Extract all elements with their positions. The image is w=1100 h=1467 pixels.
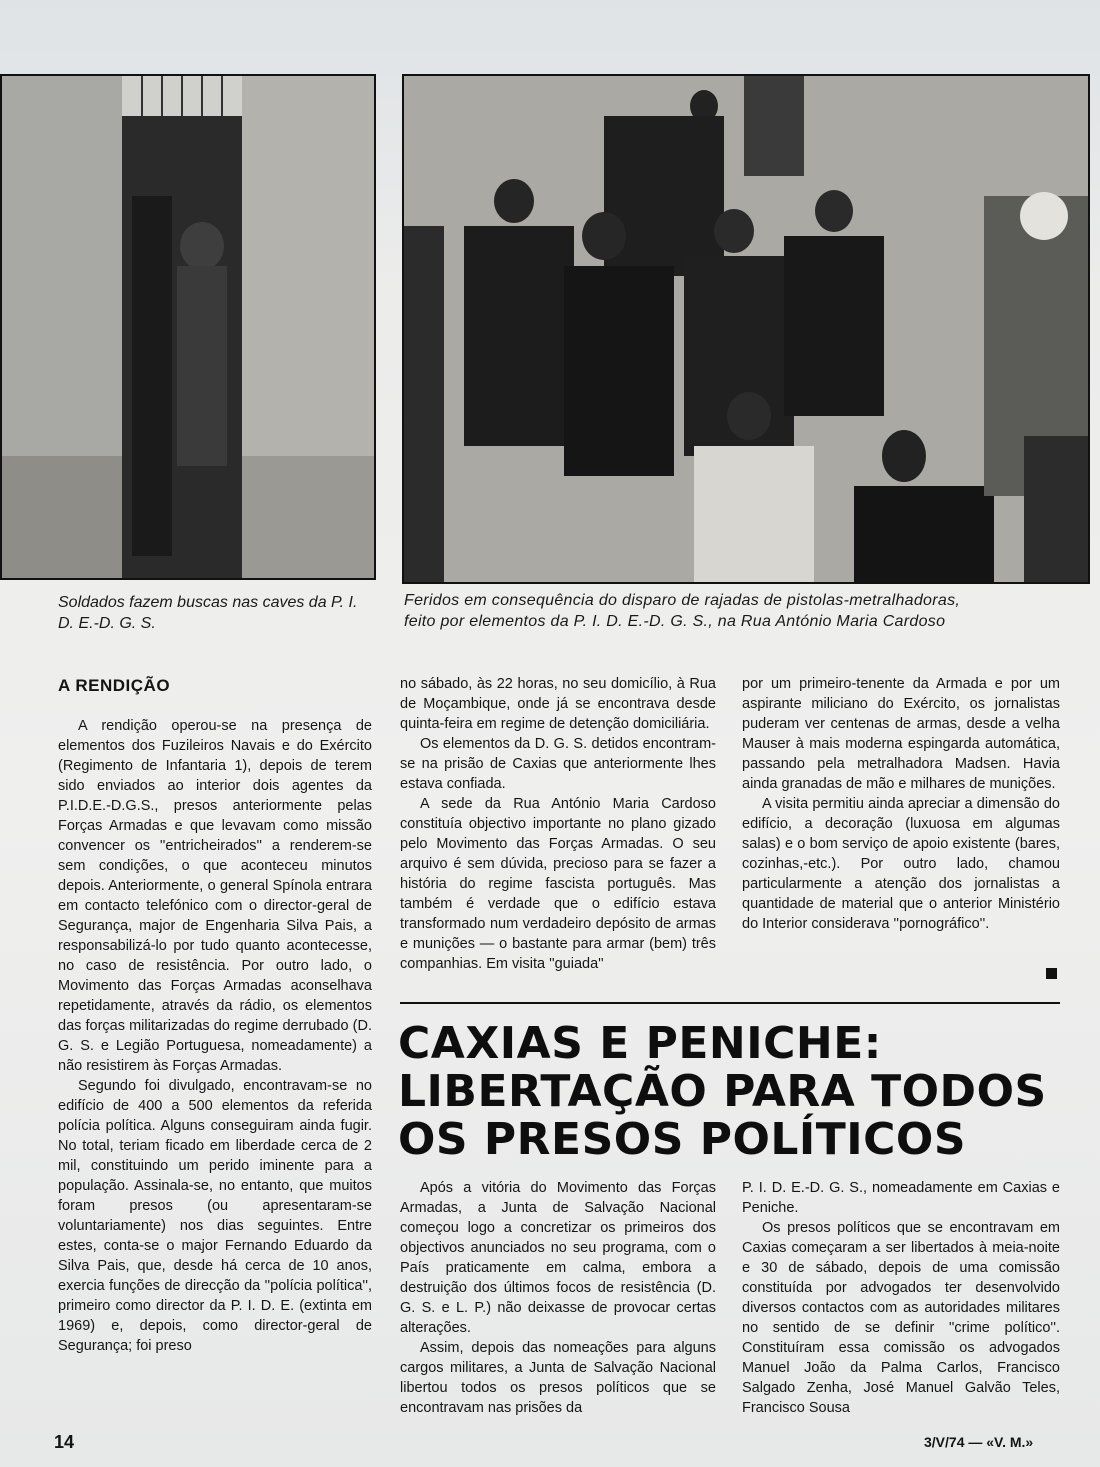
article-column-3 [742,674,1060,934]
article-column-2 [400,674,716,974]
section-heading-rendicao: A RENDIÇÃO [58,676,171,695]
soldiers-basement-image [2,76,374,578]
photo-wounded-street [402,74,1090,584]
headline-line-2: LIBERTAÇÃO PARA TODOS [398,1066,1047,1117]
article-column-4 [400,1178,716,1418]
paragraph: Após a vitória do Movimento das Forças Armadas, a Junta de Salvação Nacional começou logo a concretizar os primeiros dos objectivos anunciados no seu programa, com o País praticamente em calma, embora a destruição dos últimos focos de resistência (D. G. S. e L. P.) não deixasse de provocar certas alterações. [400,1180,716,1336]
headline [398,1020,1088,1164]
paragraph: P. I. D. E.-D. G. S., nomeadamente em Caxias e Peniche. [742,1180,1060,1216]
paragraph: A rendição operou-se na presença de elementos dos Fuzileiros Navais e do Exército (Regimento de Infantaria 1), depois de terem sido enviados ao interior dois agentes da P.I.D.E.-D.G.S., presos anteriormente pelas Forças Armadas e que levavam como missão convencer os ''entricheirados'' a renderem-se sem condições, o que aconteceu minutos depois. Anteriormente, o general Spínola entrara em contacto telefónico com o director-geral de Segurança, major de Engenharia Silva Pais, a responsabilizá-lo por tudo quanto acontecesse, no caso de resistência. Por outro lado, o Movimento das Forças Armadas aconselhava repetidamente, através da rádio, os elementos das forças militarizadas do regime derrubado (D. G. S. e Legião Portuguesa, nomeadamente) a não resistirem às Forças Armadas. [58,718,372,1074]
headline-line-1: CAXIAS E PENICHE: [398,1018,882,1069]
photo-soldiers-basement [0,74,376,580]
article-column-5 [742,1178,1060,1418]
headline-line-3: OS PRESOS POLÍTICOS [398,1114,967,1165]
paragraph: Os elementos da D. G. S. detidos encontram-se na prisão de Caxias que anteriormente lhes estava confiada. [400,736,716,792]
paragraph: Assim, depois das nomeações para alguns cargos militares, a Junta de Salvação Nacional libertou todos os presos políticos que se encontravam nas prisões da [400,1340,716,1416]
caption-soldiers: Soldados fazem buscas nas caves da P. I. D. E.-D. G. S. [58,594,358,632]
wounded-street-image [404,76,1088,582]
paragraph: A visita permitiu ainda apreciar a dimensão do edifício, a decoração (luxuosa em algumas salas) e o bom serviço de apoio existente (bares, cozinhas,-etc.). Por outro lado, chamou particularmente a atenção dos jornalistas a quantidade de material que o anterior Ministério do Interior considerava ''pornográfico''. [742,796,1060,932]
page-number: 14 [54,1432,75,1452]
paragraph: por um primeiro-tenente da Armada e por um aspirante miliciano do Exército, os jornalistas puderam ver centenas de armas, desde a velha Mauser à mais moderna espingarda automática, passando pela metralhadora Madsen. Havia ainda granadas de mão e milhares de munições. [742,676,1060,792]
caption-wounded: Feridos em consequência do disparo de rajadas de pistolas-metralhadoras, feito por elementos da P. I. D. E.-D. G. S., na Rua António Maria Cardoso [404,592,961,630]
paragraph: Segundo foi divulgado, encontravam-se no edifício de 400 a 500 elementos da referida polícia política. Alguns conseguiram ainda fugir. No total, teriam ficado em liberdade cerca de 2 mil, constituindo um perido iminente para a população. Assinala-se, no entanto, que muitos foram presos (ou apresentaram-se voluntariamente) nos dias seguintes. Entre estes, conta-se o major Fernando Eduardo da Silva Pais, que, desde há cerca de 10 anos, exercia funções de direcção da ''polícia política'', primeiro como director da P. I. D. E. (extinta em 1969) e, depois, como director-geral de Segurança; foi preso [58,1078,372,1354]
issue-date: 3/V/74 — «V. M.» [924,1434,1034,1450]
paragraph: Os presos políticos que se encontravam em Caxias começaram a ser libertados à meia-noite e 30 de sábado, depois de uma comissão constituída por advogados ter desenvolvido diversos contactos com as autoridades militares no sentido de se definir ''crime político''. Constituíram essa comissão os advogados Manuel João da Palma Carlos, Francisco Salgado Zenha, José Manuel Galvão Teles, Francisco Sousa [742,1220,1060,1416]
section-divider [400,1002,1060,1004]
paragraph: A sede da Rua António Maria Cardoso constituía objectivo importante no plano gizado pelo Movimento das Forças Armadas. O seu arquivo é sem dúvida, precioso para se fazer a história do regime fascista português. Mas também é verdade que o edifício estava transformado num verdadeiro depósito de armas e munições — o bastante para armar (bem) três companhias. Em visita ''guiada'' [400,796,716,972]
paragraph: no sábado, às 22 horas, no seu domicílio, à Rua de Moçambique, onde já se encontrava desde quinta-feira em regime de detenção domiciliária. [400,676,716,732]
end-of-article-mark [1046,968,1057,979]
article-column-1 [58,716,372,1356]
